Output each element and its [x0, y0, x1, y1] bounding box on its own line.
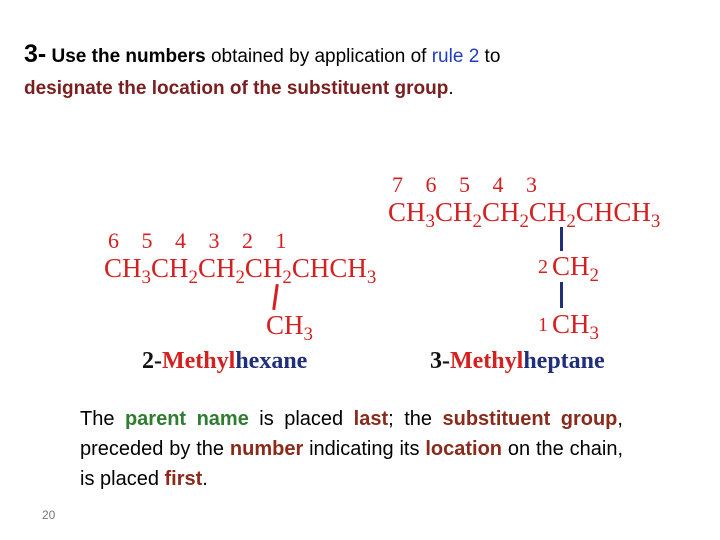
first-term: first [164, 468, 203, 490]
page-number: 20 [42, 508, 56, 522]
last-term: last [353, 408, 389, 430]
heptane-name: 3-Methylheptane [430, 348, 605, 374]
parent-name-term: parent name [124, 408, 249, 430]
heptane-chain-numbers: 7 6 5 4 3 [392, 172, 537, 197]
heading-text-to: to [479, 46, 501, 67]
heading-period: . [448, 78, 454, 99]
explanation-paragraph: The parent name is placed last; the substituent group, preceded by the number indicating its location on the chain, is placed first. [80, 408, 623, 490]
heptane-upper-branch-bond [560, 227, 563, 251]
hexane-name: 2-Methylhexane [142, 348, 308, 374]
step-number: 3- [24, 40, 47, 68]
number-term: number [229, 438, 304, 460]
hexane-methyl-substituent: $CH_3$ [266, 310, 313, 345]
heptane-branch-ch3: $CH_3$ [552, 309, 599, 344]
heptane-branch-number-2: 2 [538, 256, 548, 278]
heading-second-line: designate the location of the substituent group [24, 78, 449, 99]
heading-text: obtained by application of [205, 46, 432, 67]
hexane-main-chain: $CH_3CH_2CH_2CH_2CHCH_3$ [104, 253, 377, 288]
location-term: location [425, 438, 502, 460]
substituent-group-term: substituent group [442, 408, 618, 430]
heading-bold-text: Use the numbers [46, 46, 206, 67]
heptane-branch-ch2: $CH_2$ [552, 251, 599, 286]
heptane-main-chain: $CH_3CH_2CH_2CH_2CHCH_3$ [388, 197, 661, 232]
heptane-branch-number-1: 1 [538, 314, 548, 336]
rule-reference: rule 2 [431, 46, 480, 67]
heptane-lower-branch-bond [560, 282, 563, 308]
hexane-chain-numbers: 6 5 4 3 2 1 [108, 228, 287, 253]
hexane-branch-bond [272, 284, 279, 310]
slide-heading [24, 38, 704, 105]
